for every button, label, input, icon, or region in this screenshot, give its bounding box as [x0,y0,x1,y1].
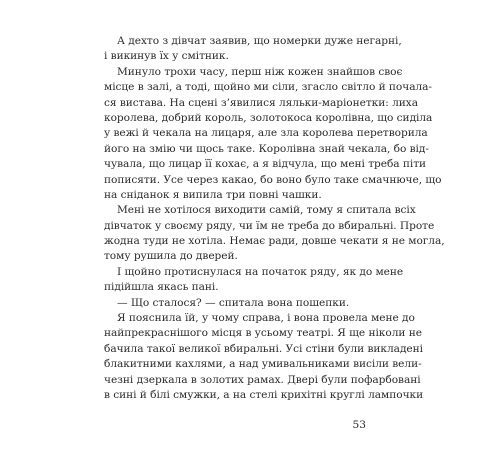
text-line: І щойно протиснулася на початок ряду, як до мене [117,265,404,278]
text-line: тому рушила до дверей. [104,250,238,263]
text-line: місце в залі, а тоді, щойно ми сіли, згасло світло й почала- [104,81,432,94]
text-line: дівчаток у своєму ряду, чи їм не треба до вбиральні. Проте [104,219,435,232]
text-line: королева, добрий король, золотокоса королівна, що сиділа [104,111,433,124]
text-line: найпрекраснішого місця в усьому театрі. Я ще ніколи не [104,327,422,340]
text-line: чезні дзеркала в золотих рамах. Двері були пофарбовані [104,373,421,386]
page-number: 53 [352,419,366,431]
text-line: на сніданок я випила три повні чашки. [104,188,322,201]
text-line: бачила такої великої вбиральні. Усі стіни були викладені [104,342,423,355]
text-line: його на змію чи щось таке. Королівна знай чекала, бо від- [104,142,429,155]
text-line: ся вистава. На сцені з’явилися ляльки-маріонетки: лиха [104,96,418,109]
text-line: Мені не хотілося виходити самій, тому я спитала всіх [117,204,416,217]
text-line: — Що сталося? — спитала вона пошепки. [117,296,350,309]
text-line: Я пояснила їй, у чому справа, і вона провела мене до [117,312,415,325]
text-line: у вежі й чекала на лицаря, але зла королева перетворила [104,127,428,140]
text-line: підійшла якась пані. [104,281,219,294]
text-line: блакитними кахлями, а над умивальниками висіли вели- [104,358,422,371]
text-line: Минуло трохи часу, перш ніж кожен знайшов своє [117,65,403,78]
body-text [104,34,445,403]
text-line: А дехто з дівчат заявив, що номерки дуже негарні, [117,35,402,47]
text-line: жодна туди не хотіла. Немає ради, довше чекати я не могла, [104,235,445,248]
text-line: і викинув їх у смітник. [104,50,229,63]
text-line: в сині й білі смужки, а на стелі крихітні круглі лампочки [104,388,424,401]
text-line: пописяти. Усе через какао, бо воно було таке смачнюче, що [104,173,442,186]
text-line: чувала, що лицар її кохає, а я відчула, що мені треба піти [104,158,427,171]
